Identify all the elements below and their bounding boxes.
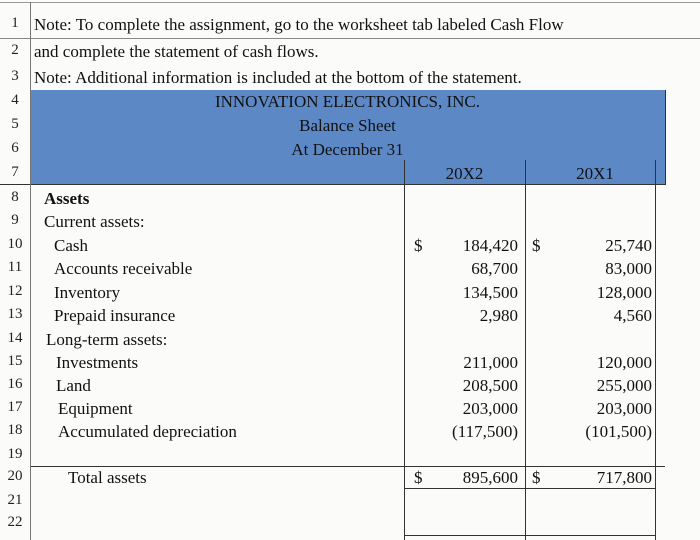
value-20x2[interactable]: 2,980 bbox=[479, 306, 518, 325]
row-number[interactable]: 17 bbox=[7, 399, 23, 415]
value-20x2[interactable]: (117,500) bbox=[452, 422, 518, 441]
value-20x2[interactable]: 211,000 bbox=[463, 353, 518, 372]
note-line-3: Note: Additional information is included at the bottom of the statement. bbox=[34, 68, 522, 87]
value-20x2[interactable]: 184,420 bbox=[462, 236, 518, 255]
value-20x1[interactable]: 255,000 bbox=[596, 376, 652, 395]
value-20x1[interactable]: 120,000 bbox=[596, 353, 652, 372]
line-label: Assets bbox=[44, 189, 90, 208]
row-number[interactable]: 22 bbox=[7, 514, 23, 530]
row-number[interactable]: 5 bbox=[11, 116, 19, 132]
note-line-2: and complete the statement of cash flows. bbox=[34, 42, 319, 61]
col-header-20x1: 20X1 bbox=[576, 164, 614, 183]
value-20x2[interactable]: 134,500 bbox=[462, 283, 518, 302]
value-20x1[interactable]: (101,500) bbox=[585, 422, 652, 441]
row-number[interactable]: 11 bbox=[7, 259, 23, 275]
row-number[interactable]: 4 bbox=[11, 92, 19, 108]
row-number[interactable]: 9 bbox=[11, 212, 19, 228]
line-label: Cash bbox=[54, 236, 88, 255]
note-line-1: Note: To complete the assignment, go to the worksheet tab labeled Cash Flow bbox=[34, 15, 564, 34]
line-label: Equipment bbox=[58, 399, 133, 418]
row-number[interactable]: 20 bbox=[7, 468, 23, 484]
dollar-sign: $ bbox=[414, 236, 423, 255]
line-label: Prepaid insurance bbox=[54, 306, 176, 325]
row-number[interactable]: 21 bbox=[7, 492, 23, 508]
row-number[interactable]: 6 bbox=[11, 140, 19, 156]
dollar-sign: $ bbox=[414, 468, 423, 487]
row-number[interactable]: 8 bbox=[11, 189, 19, 205]
value-20x2[interactable]: 68,700 bbox=[471, 259, 518, 278]
line-label: Accounts receivable bbox=[54, 259, 193, 278]
line-label: Long-term assets: bbox=[46, 330, 168, 349]
row-number[interactable]: 13 bbox=[7, 306, 23, 322]
dollar-sign: $ bbox=[532, 468, 541, 487]
row-number[interactable]: 18 bbox=[7, 422, 23, 438]
line-label: Inventory bbox=[54, 283, 121, 302]
row-number[interactable]: 12 bbox=[7, 283, 23, 299]
value-20x2[interactable]: 895,600 bbox=[462, 468, 518, 487]
row-number[interactable]: 2 bbox=[11, 42, 19, 58]
row-number[interactable]: 16 bbox=[7, 376, 23, 392]
col-header-20x2: 20X2 bbox=[445, 164, 484, 183]
value-20x1[interactable]: 4,560 bbox=[613, 306, 652, 325]
row-number[interactable]: 15 bbox=[7, 353, 23, 369]
value-20x1[interactable]: 717,800 bbox=[596, 468, 652, 487]
value-20x1[interactable]: 25,740 bbox=[605, 236, 652, 255]
line-label: Investments bbox=[56, 353, 139, 372]
line-label: Land bbox=[56, 376, 91, 395]
value-20x1[interactable]: 203,000 bbox=[596, 399, 652, 418]
value-20x2[interactable]: 208,500 bbox=[462, 376, 518, 395]
line-label: Total assets bbox=[68, 468, 147, 487]
company-name: INNOVATION ELECTRONICS, INC. bbox=[214, 92, 481, 111]
statement-date: At December 31 bbox=[291, 140, 404, 159]
row-number[interactable]: 10 bbox=[7, 236, 23, 252]
row-number[interactable]: 14 bbox=[7, 330, 23, 346]
row-number[interactable]: 19 bbox=[7, 446, 23, 462]
row-number[interactable]: 3 bbox=[11, 68, 19, 84]
value-20x2[interactable]: 203,000 bbox=[462, 399, 518, 418]
dollar-sign: $ bbox=[532, 236, 541, 255]
row-number[interactable]: 1 bbox=[11, 15, 19, 31]
value-20x1[interactable]: 128,000 bbox=[596, 283, 652, 302]
statement-title: Balance Sheet bbox=[299, 116, 396, 135]
line-label: Accumulated depreciation bbox=[58, 422, 237, 441]
value-20x1[interactable]: 83,000 bbox=[605, 259, 652, 278]
line-label: Current assets: bbox=[44, 212, 145, 231]
row-number[interactable]: 7 bbox=[11, 164, 19, 180]
